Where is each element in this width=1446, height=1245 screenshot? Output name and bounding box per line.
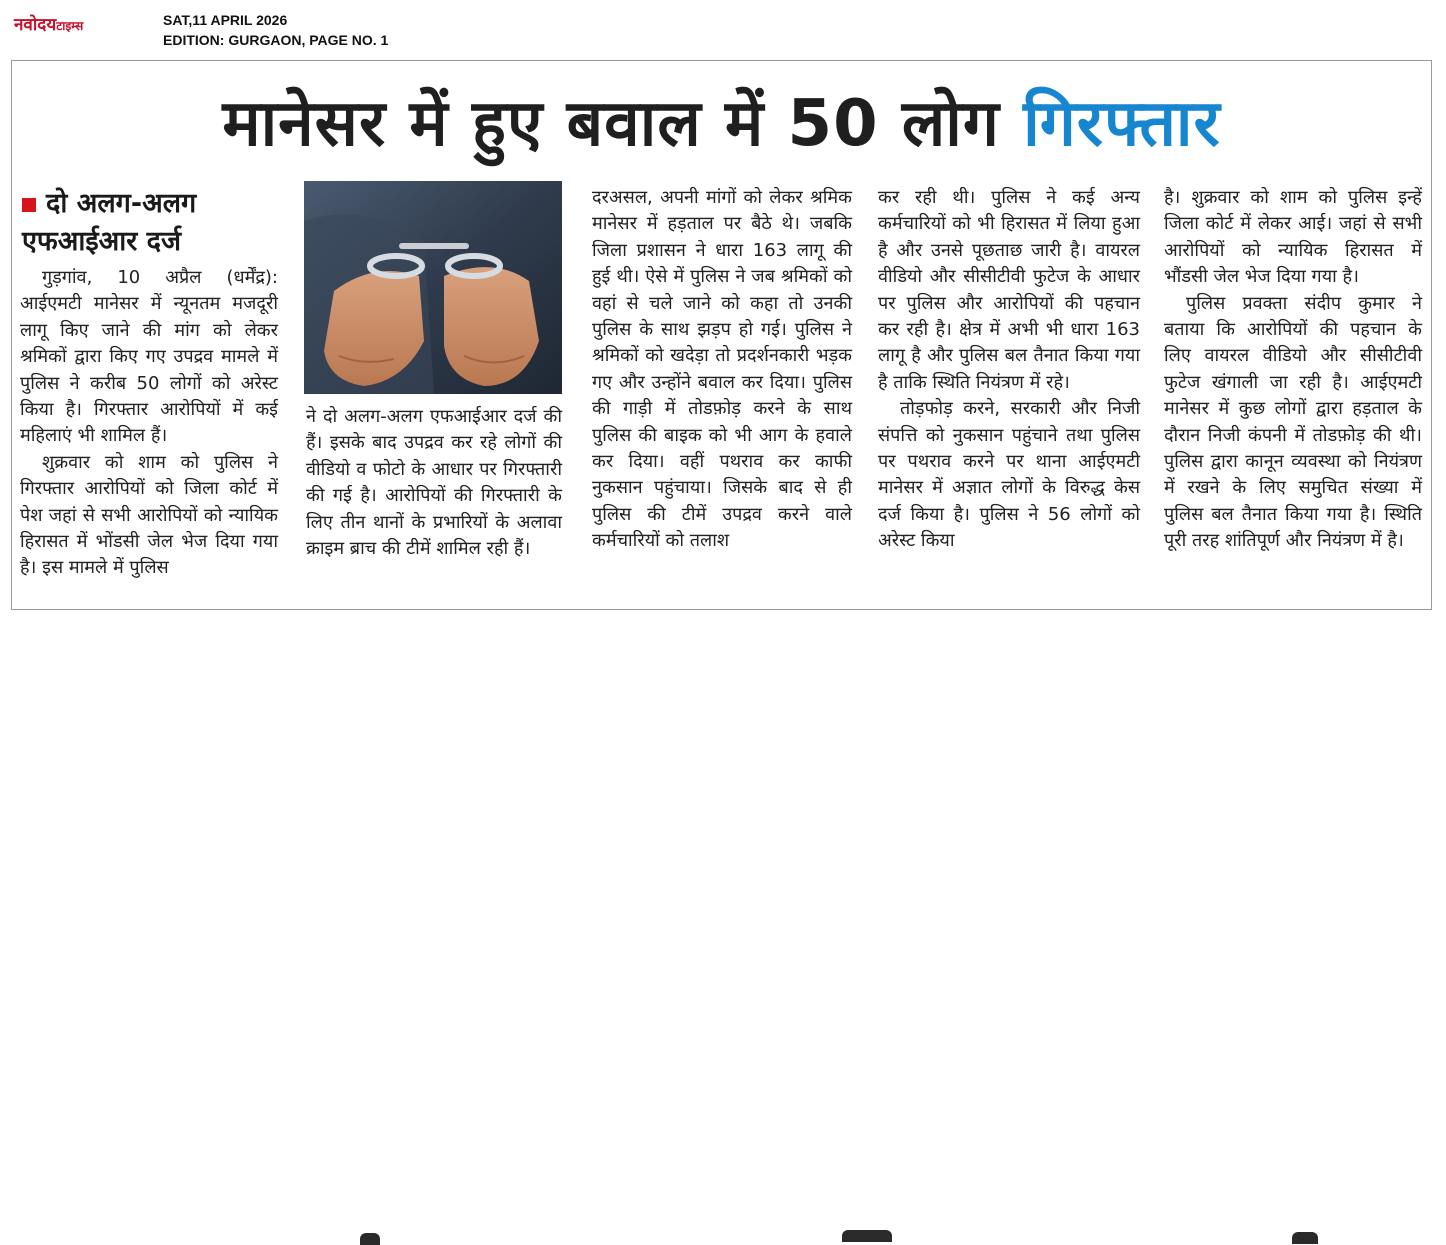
next-article-strip	[0, 610, 1446, 634]
page-header	[0, 0, 1446, 60]
paragraph: दरअसल, अपनी मांगों को लेकर श्रमिक मानेसर में हड़ताल पर बैठे थे। जबकि जिला प्रशासन ने धारा 163 लागू की हुई थी। ऐसे में पुलिस ने जब श्रमिकों को वहां से चले जाने को कहा तो उनकी पुलिस के साथ झड़प हो गई। पुलिस ने श्रमिकों को खदेड़ा तो प्रदर्शनकारी भड़क गए और उन्होंने बवाल कर दिया। पुलिस की गाड़ी में तोडफ़ोड़ करने के साथ पुलिस की बाइक को भी आग के हवाले कर दिया। वहीं पथराव कर काफी नुकसान पहुंचाया। जिसके बाद से ही पुलिस की टीमें उपद्रव करने वाले कर्मचारियों को तलाश	[592, 187, 852, 552]
cutoff-glyph	[1292, 1232, 1318, 1244]
logo-sub: टाइम्स	[56, 19, 84, 33]
article-column-1	[20, 265, 278, 582]
subheading	[22, 185, 282, 261]
newspaper-logo[interactable]	[14, 12, 83, 35]
handcuffed-hands-photo	[304, 181, 562, 394]
cutoff-glyph	[842, 1230, 892, 1242]
handcuffs-icon	[304, 181, 562, 394]
paragraph: गुड़गांव, 10 अप्रैल (धर्मेंद्र): आईएमटी मानेसर में न्यूनतम मजदूरी लागू किए जाने की मांग को लेकर श्रमिकों द्वारा किए गए उपद्रव मामले में पुलिस ने करीब 50 लोगों को अरेस्ट किया है। गिरफ्तार आरोपियों में कई महिलाएं भी शामिल हैं।	[20, 267, 278, 447]
article-column-2	[306, 404, 562, 562]
subheading-line-1: दो अलग-अलग	[46, 188, 197, 219]
article-column-3	[592, 185, 852, 555]
paragraph: शुक्रवार को शाम को पुलिस ने गिरफ्तार आरोपियों को जिला कोर्ट में पेश जहां से सभी आरोपियों को न्यायिक हिरासत में भोंडसी जेल भेज दिया गया है। इस मामले में पुलिस	[20, 451, 278, 579]
paragraph: ने दो अलग-अलग एफआईआर दर्ज की हैं। इसके बाद उपद्रव कर रहे लोगों की वीडियो व फोटो के आधार पर गिरफ्तारी की गई है। आरोपियों की गिरफ्तारी के लिए तीन थानों के प्रभारियों के अलावा क्राइम ब्राच की टीमें शामिल रही हैं।	[306, 406, 562, 560]
headline-main: मानेसर में हुए बवाल में 50 लोग	[222, 87, 1000, 161]
paragraph: तोड़फोड़ करने, सरकारी और निजी संपत्ति को नुकसान पहुंचाने तथा पुलिस पर पथराव करने पर थाना आईएमटी मानेसर में अज्ञात लोगों के विरुद्ध केस दर्ज किया है। पुलिस ने 56 लोगों को अरेस्ट किया	[878, 398, 1140, 552]
subheading-line-2: एफआईआर दर्ज	[22, 226, 182, 257]
paragraph: कर रही थी। पुलिस ने कई अन्य कर्मचारियों को भी हिरासत में लिया हुआ है और उनसे पूछताछ जारी है। वायरल वीडियो और सीसीटीवी फुटेज के आधार पर पुलिस और आरोपियों की पहचान कर रही है। क्षेत्र में अभी भी धारा 163 लागू है और पुलिस बल तैनात किया गया है ताकि स्थिति नियंत्रण में रहे।	[878, 187, 1140, 393]
edition-date: SAT,11 APRIL 2026	[163, 12, 288, 28]
headline	[12, 79, 1431, 169]
article-column-5	[1164, 185, 1422, 555]
paragraph: पुलिस प्रवक्ता संदीप कुमार ने बताया कि आरोपियों की पहचान के लिए वायरल वीडियो और सीसीटीवी फुटेज खंगाली जा रही है। आईएमटी मानेसर में कुछ लोगों द्वारा हड़ताल के दौरान निजी कंपनी में तोडफ़ोड़ की थी। पुलिस द्वारा कानून व्यवस्था को नियंत्रण में रखने के लिए समुचित संख्या में पुलिस बल तैनात किया गया है। स्थिति पूरी तरह शांतिपूर्ण और नियंत्रण में है।	[1164, 292, 1422, 552]
headline-highlight: गिरफ्तार	[1023, 87, 1221, 161]
cutoff-glyph	[360, 1233, 380, 1245]
article-clipping	[11, 60, 1432, 610]
edition-info	[163, 10, 388, 50]
paragraph: है। शुक्रवार को शाम को पुलिस इन्हें जिला कोर्ट में लेकर आई। जहां से सभी आरोपियों को न्यायिक हिरासत में भौंडसी जेल भेज दिया गया है।	[1164, 187, 1422, 288]
logo-main: नवोदय	[14, 15, 57, 35]
bullet-square-icon	[22, 198, 36, 212]
article-column-4	[878, 185, 1140, 555]
edition-page: EDITION: GURGAON, PAGE NO. 1	[163, 32, 389, 48]
